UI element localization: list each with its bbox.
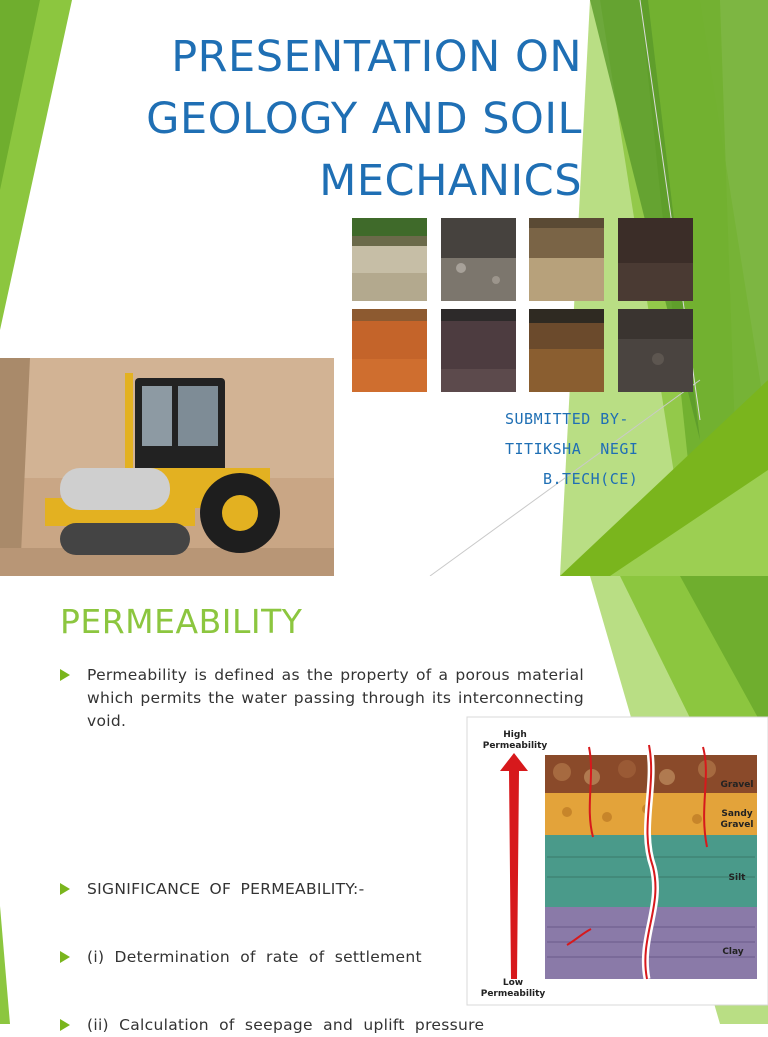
layer-label-clay: Clay (722, 947, 744, 957)
bullet-seepage: (ii) Calculation of seepage and uplift pressure (60, 1014, 484, 1037)
submitted-by-label: SUBMITTED BY- (505, 410, 629, 428)
bullet-arrow-icon (60, 669, 70, 681)
author-name: TITIKSHA NEGI (505, 440, 639, 458)
low-label-2: Permeability (480, 989, 546, 999)
soil-photo-1 (352, 218, 427, 301)
bullet-definition: Permeability is defined as the property of a porous material which permits the water passing through its interconnecting void. (60, 664, 584, 733)
high-label-1: High (503, 730, 527, 740)
submitted-by-block (505, 404, 638, 494)
bullet-arrow-icon (60, 883, 70, 895)
bullet-significance: SIGNIFICANCE OF PERMEABILITY:- (60, 878, 364, 901)
layer-label-gravel: Gravel (720, 780, 754, 790)
bullet-arrow-icon (60, 951, 70, 963)
low-label-1: Low (502, 978, 524, 988)
layer-label-sandy: Sandy (721, 809, 753, 819)
presentation-title: PRESENTATION ON GEOLOGY AND SOIL MECHANICS (146, 32, 582, 206)
soil-photo-7 (529, 309, 604, 392)
soil-photo-5 (352, 309, 427, 392)
slide-title: PERMEABILITY (60, 602, 303, 641)
course-name: B.TECH(CE) (543, 470, 639, 488)
road-roller-photo (0, 358, 334, 576)
layer-label-silt: Silt (728, 873, 746, 883)
layer-label-sandy-gravel: Gravel (720, 820, 754, 830)
soil-photo-2 (441, 218, 516, 301)
soil-photo-8 (618, 309, 693, 392)
bullet-arrow-icon (60, 1019, 70, 1031)
permeability-slide (0, 576, 768, 1034)
soil-photo-3 (529, 218, 604, 301)
bullet-settlement: (i) Determination of rate of settlement (60, 946, 422, 969)
permeability-diagram (467, 717, 768, 1005)
soil-photo-6 (441, 309, 516, 392)
soil-sample-grid (352, 218, 694, 392)
high-label-2: Permeability (482, 741, 548, 751)
soil-photo-4 (618, 218, 693, 301)
